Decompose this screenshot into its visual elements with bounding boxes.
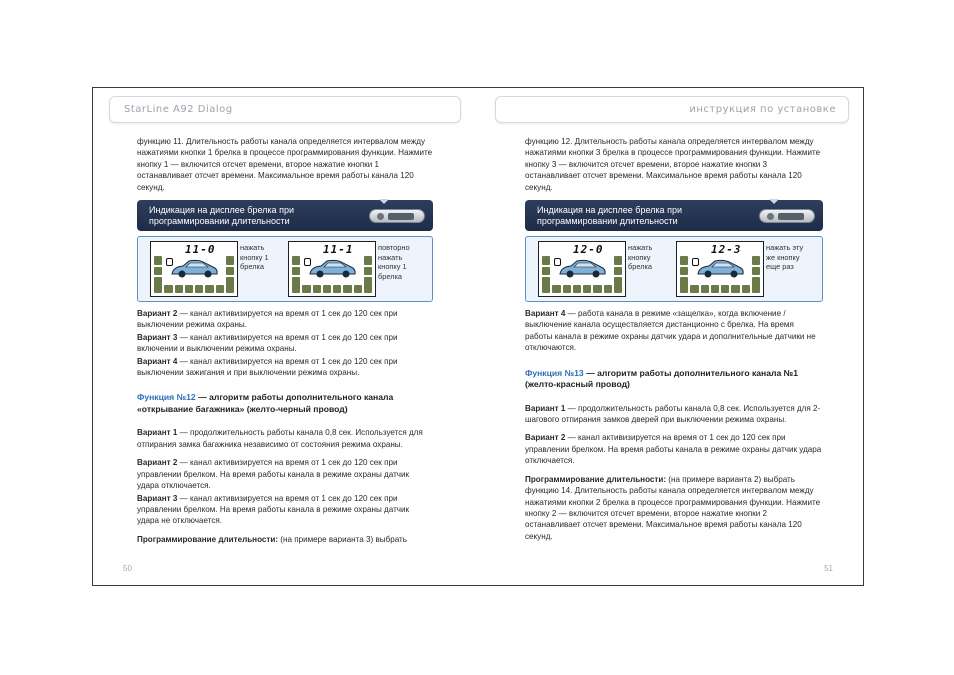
lcd-digits: 12-0: [573, 243, 604, 257]
f13-programming-text: Программирование длительности: (на примере варианта 2) выбрать функцию 14. Длительность работы канала определяется интервалом между нажатиями кнопки 2 брелка в процессе программирования функции. Нажмите кнопку 2 — включится отсчет времени, второе нажатие кнопки 2 останавливает отсчет времени. Максимальное время работы канала 120 секунд.: [525, 474, 821, 541]
right-banner-text: Индикация на дисплее брелка при программировании длительности: [537, 205, 682, 226]
lcd-display-1: [150, 241, 238, 297]
lcd-bottom-icons: [154, 285, 234, 293]
left-intro: функцию 11. Длительность работы канала определяется интервалом между нажатиями кнопки 1 брелка в процессе программирования функции. Нажмите кнопку 1 — включится отсчет времени, второе нажатие кнопки 1 останавливает отсчет времени. Максимальное время работы канала 120 секунд.: [137, 137, 433, 192]
right-page: [479, 88, 865, 585]
lcd-right-icons: [226, 256, 234, 286]
lcd-right-icons: [364, 256, 372, 286]
car-icon: [557, 258, 607, 280]
left-page: [93, 88, 479, 585]
right-variant-4-text: Вариант 4 — работа канала в режиме «защелка», когда включение / выключение канала осуществляется дистанционно с брелка. На время работы канала в режиме охраны датчик удара и дополнительные датчики не отключаются.: [525, 309, 816, 353]
car-icon: [169, 258, 219, 280]
f13-variant-2-text: Вариант 2 — канал активизируется на время от 1 сек до 120 сек при управлении брелком. На время работы канала в режиме охраны датчик удара отключается.: [525, 433, 822, 466]
right-content: [525, 136, 823, 549]
manual-spread: [92, 87, 864, 586]
lcd-display-2: [676, 241, 764, 297]
left-header-title: StarLine A92 Dialog: [124, 104, 233, 115]
f12-variant-2-text: Вариант 2 — канал активизируется на время от 1 сек до 120 сек при управлении брелком. На время работы канала в режиме охраны датчик удара отключается.: [137, 458, 410, 491]
page-number-right: 51: [824, 564, 833, 573]
variant-4-text: Вариант 4 — канал активизируется на время от 1 сек до 120 сек при выключении зажигания и при выключении режима охраны.: [137, 356, 398, 378]
lcd-left-icons: [154, 256, 162, 286]
function-13-title: Функция №13 — алгоритм работы дополнительного канала №1 (желто-красный провод): [525, 367, 799, 390]
lcd-caption-1: нажать кнопку брелка: [628, 243, 653, 272]
left-header-bar: [109, 96, 461, 123]
f12-programming-text: Программирование длительности: (на примере варианта 3) выбрать: [137, 534, 407, 544]
lcd-right-icons: [614, 256, 622, 286]
lcd-display-2: [288, 241, 376, 297]
lcd-caption-2: повторно нажать кнопку 1 брелка: [378, 243, 410, 281]
banner-arrow-icon: [769, 199, 779, 204]
left-display-panel: [137, 236, 433, 302]
right-header-bar: [495, 96, 849, 123]
right-display-panel: [525, 236, 823, 302]
remote-fob-icon: [759, 209, 815, 223]
lcd-right-icons: [752, 256, 760, 286]
lcd-caption-2: нажать эту же кнопку еще раз: [766, 243, 804, 272]
function-12-title: Функция №12 — алгоритм работы дополнительного канала «открывание багажника» (желто-черный провод): [137, 392, 394, 414]
car-icon: [307, 258, 357, 280]
banner-arrow-icon: [379, 199, 389, 204]
lcd-bottom-icons: [680, 285, 760, 293]
lcd-left-icons: [292, 256, 300, 286]
lcd-left-icons: [680, 256, 688, 286]
lcd-digits: 11-0: [185, 243, 216, 257]
variant-3-text: Вариант 3 — канал активизируется на время от 1 сек до 120 сек при включении и выключении режима охраны.: [137, 332, 398, 354]
lcd-left-icons: [542, 256, 550, 286]
left-content: [137, 136, 433, 552]
right-intro: функцию 12. Длительность работы канала определяется интервалом между нажатиями кнопки 3 брелка в процессе программирования функции. Нажмите кнопку 3 — включится отсчет времени, второе нажатие кнопки 3 останавливает отсчет времени. Максимальное время работы канала 120 секунд.: [525, 137, 821, 192]
lcd-display-1: [538, 241, 626, 297]
left-banner-text: Индикация на дисплее брелка при программировании длительности: [149, 205, 294, 226]
right-header-title: инструкция по установке: [689, 104, 836, 115]
right-info-banner: [525, 200, 823, 231]
lcd-digits: 11-1: [323, 243, 354, 257]
remote-fob-icon: [369, 209, 425, 223]
car-icon: [695, 258, 745, 280]
f12-variant-1-text: Вариант 1 — продолжительность работы канала 0,8 сек. Используется для отпирания замка багажника независимо от состояния режима охраны.: [137, 428, 423, 449]
lcd-bottom-icons: [292, 285, 372, 293]
lcd-caption-1: нажать кнопку 1 брелка: [240, 243, 269, 272]
left-info-banner: [137, 200, 433, 231]
variant-2-text: Вариант 2 — канал активизируется на время от 1 сек до 120 сек при выключении режима охраны.: [137, 309, 398, 330]
f13-variant-1-text: Вариант 1 — продолжительность работы канала 0,8 сек. Используется для 2-шагового отпирания замков дверей при выключении режима охраны.: [525, 403, 821, 425]
lcd-digits: 12-3: [711, 243, 742, 257]
f12-variant-3-text: Вариант 3 — канал активизируется на время от 1 сек до 120 сек при управлении брелком. На время работы канала в режиме охраны датчик удара не отключается.: [137, 493, 410, 526]
lcd-bottom-icons: [542, 285, 622, 293]
page-number-left: 50: [123, 564, 132, 573]
